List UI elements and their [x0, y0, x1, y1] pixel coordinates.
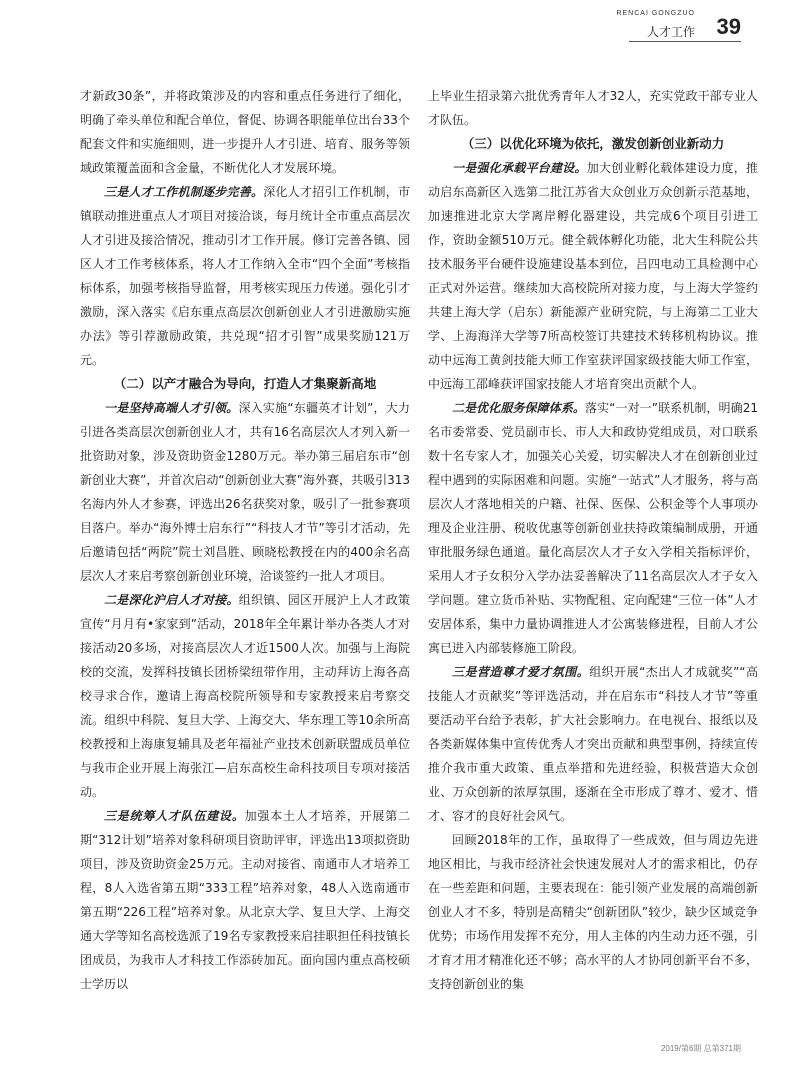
paragraph	[428, 156, 758, 396]
paragraph-lead: 二是优化服务保障体系。	[452, 401, 585, 415]
paragraph-body: 落实“一对一”联系机制，明确21名市委常委、党员副市长、市人大和政协党组成员，对口联系数十名专家人才，加强关心关爱，切实解决人才在创新创业过程中遇到的实际困难和问题。实施“一站式”人才服务，将与高层次人才落地相关的户籍、社保、医保、公积金等个人事项办理及企业注册、税收优惠等创新创业扶持政策编制成册，开通审批服务绿色通道。量化高层次人才子女入学相关指标评价，采用人才子女积分入学办法妥善解决了11名高层次人才子女入学问题。建立货币补贴、实物配租、定向配建“三位一体”人才安居体系，集中力量协调推进人才公寓装修进程，目前人才公寓已进入内部装修施工阶段。	[428, 401, 758, 655]
page-header	[581, 10, 741, 44]
paragraph	[428, 660, 758, 828]
paragraph	[80, 180, 410, 372]
paragraph: 才新政30条”，并将政策涉及的内容和重点任务进行了细化，明确了牵头单位和配合单位，督促、协调各职能单位出台33个配套文件和实施细则，进一步提升人才引进、培育、服务等领域政策覆盖面和含金量，不断优化人才发展环境。	[80, 89, 410, 175]
paragraph-lead: 二是深化沪启人才对接。	[104, 593, 239, 607]
paragraph-body: 深化人才招引工作机制，市镇联动推进重点人才项目对接洽谈，每月统计全市重点高层次人才引进及接洽情况，推动引才工作开展。修订完善各镇、园区人才工作考核体系，将人才工作纳入全市“四个全面”考核指标体系，加强考核指导监督，用考核实现压力传递。强化引才激励，深入落实《启东重点高层次创新创业人才引进激励实施办法》等引荐激励政策，共兑现“招才引智”成果奖励121万元。	[80, 185, 410, 367]
issue-footer: 2019/第6期 总第371期	[660, 1044, 741, 1053]
page-number: 39	[716, 14, 741, 39]
paragraph-body: 组织开展“杰出人才成就奖”“高技能人才贡献奖”等评选活动，并在启东市“科技人才节”等重要活动平台给予表彰，扩大社会影响力。在电视台、报纸以及各类新媒体集中宣传优秀人才突出贡献和典型事例，持续宣传推介我市重大政策、重点举措和先进经验，积极营造大众创业、万众创新的浓厚氛围，逐渐在全市形成了尊才、爱才、惜才、容才的良好社会风气。	[428, 665, 758, 823]
paragraph	[80, 804, 410, 996]
section-title-en: RENCAI GONGZUO	[616, 10, 695, 17]
paragraph-lead: 三是营造尊才爱才氛围。	[452, 665, 590, 679]
paragraph-lead: 三是统筹人才队伍建设。	[104, 809, 245, 823]
paragraph-lead: 三是人才工作机制逐步完善。	[104, 185, 264, 199]
right-column	[428, 84, 758, 996]
paragraph-body: 加强本土人才培养，开展第二期“312计划”培养对象科研项目资助评审，评选出13项拟资助项目，涉及资助资金25万元。主动对接省、南通市人才培养工程，8人入选省第五期“333工程”培养对象，48人入选南通市第五期“226工程”培养对象。从北京大学、复旦大学、上海交通大学等知名高校选派了19名专家教授来启挂职担任科技镇长团成员，为我市人才科技工作添砖加瓦。面向国内重点高校硕士学历以	[80, 809, 410, 991]
section-title-cn: 人才工作	[646, 25, 695, 39]
section-heading: （二）以产才融合为导向，打造人才集聚新高地	[113, 376, 377, 391]
paragraph-body: 深入实施“东疆英才计划”，大力引进各类高层次创新创业人才，共有16名高层次人才列入新一批资助对象，涉及资助资金1280万元。举办第三届启东市“创新创业大赛”，并首次启动“创新创业大赛”海外赛，共吸引313名海内外人才参赛，评选出26名获奖对象，吸引了一批参赛项目落户。举办“海外博士启东行”“科技人才节”等引才活动，先后邀请包括“两院”院士刘昌胜、顾晓松教授在内的400余名高层次人才来启考察创新创业环境，洽谈签约一批人才项目。	[80, 401, 410, 583]
left-column	[80, 84, 410, 996]
paragraph-body: 组织镇、园区开展沪上人才政策宣传“月月有•家家到”活动，2018年全年累计举办各类人才对接活动20多场，对接高层次人才近1500人次。加强与上海院校的交流，发挥科技镇长团桥梁纽带作用，主动拜访上海各高校寻求合作，邀请上海高校院所领导和专家教授来启考察交流。组织中科院、复旦大学、上海交大、华东理工等10余所高校教授和上海康复辅具及老年福祉产业技术创新联盟成员单位与我市企业开展上海张江—启东高校生命科技项目专项对接活动。	[80, 593, 410, 799]
paragraph: 回顾2018年的工作，虽取得了一些成效，但与周边先进地区相比，与我市经济社会快速发展对人才的需求相比，仍存在一些差距和问题，主要表现在：能引领产业发展的高端创新创业人才不多，特别是高精尖“创新团队”较少，缺少区域竞争优势；市场作用发挥不充分，用人主体的内生动力还不强，引才育才用才精准化还不够；高水平的人才协同创新平台不多，支持创新创业的集	[428, 833, 758, 991]
paragraph	[80, 588, 410, 804]
paragraph	[80, 396, 410, 588]
header-rule	[629, 41, 741, 42]
paragraph-lead: 一是强化承载平台建设。	[452, 161, 587, 175]
paragraph-lead: 一是坚持高端人才引领。	[104, 401, 239, 415]
section-heading: （三）以优化环境为依托，激发创新创业新动力	[461, 136, 725, 151]
paragraph	[428, 396, 758, 660]
paragraph-body: 加大创业孵化载体建设力度，推动启东高新区入选第二批江苏省大众创业万众创新示范基地，加速推进北京大学离岸孵化器建设，共完成6个项目引进工作，资助金额510万元。健全载体孵化功能，北大生科院公共技术服务平台硬件设施建设基本到位，吕四电动工具检测中心正式对外运营。继续加大高校院所对接力度，与上海大学签约共建上海大学（启东）新能源产业研究院，与上海第二工业大学、上海海洋大学等7所高校签订共建技术转移机构协议。推动中远海工黄剑技能大师工作室获评国家级技能大师工作室，中远海工邵峰获评国家技能人才培育突出贡献个人。	[428, 161, 758, 391]
paragraph: 上毕业生招录第六批优秀青年人才32人，充实党政干部专业人才队伍。	[428, 89, 758, 127]
